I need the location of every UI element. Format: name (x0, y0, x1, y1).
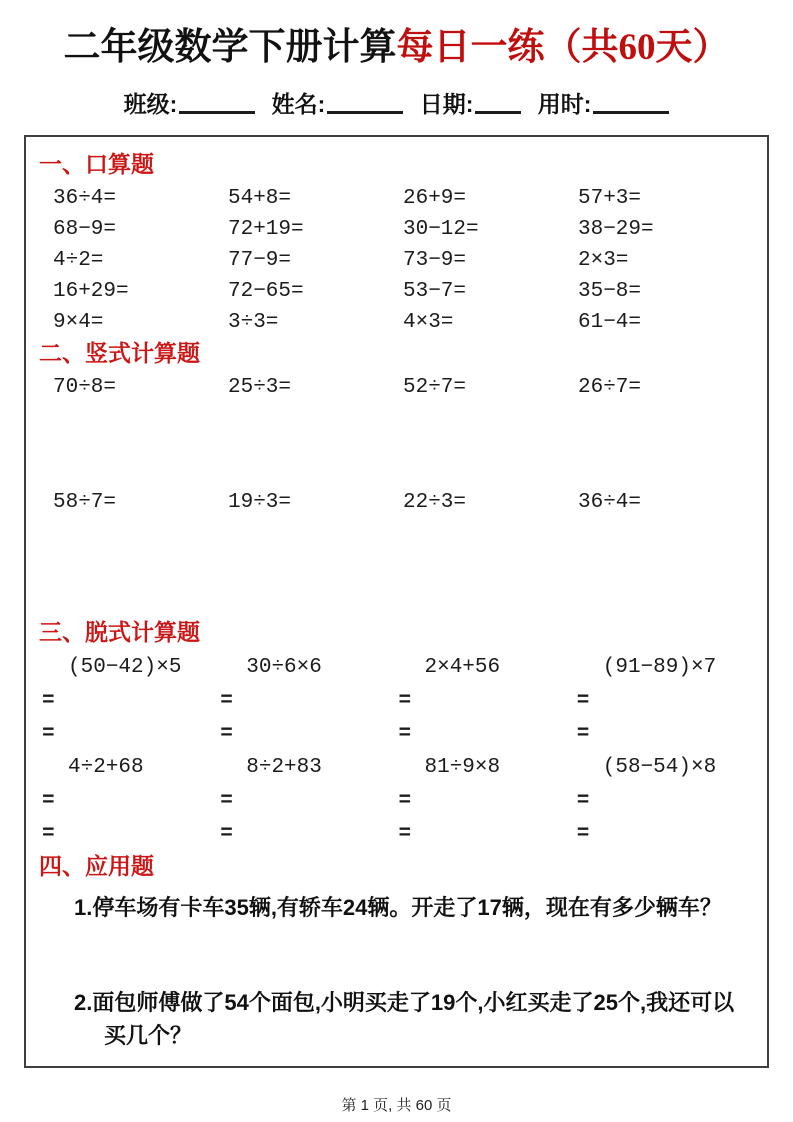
math-problem: 77−9= (228, 249, 292, 272)
stepwise-problem (575, 751, 753, 851)
math-problem: 26÷7= (578, 376, 642, 399)
vertical-problems-row1 (26, 372, 767, 403)
stepwise-problem (218, 651, 396, 751)
equals-line: = (220, 690, 233, 713)
stepwise-group1 (26, 651, 767, 751)
expression: (91−89)×7 (602, 656, 717, 679)
stepwise-problem (397, 751, 575, 851)
section-heading-oral: 一、口算题 (39, 152, 154, 177)
fill-in-blank (475, 111, 521, 114)
working-space (26, 518, 767, 617)
expression: 4÷2+68 (68, 756, 144, 779)
math-problem: 16+29= (53, 280, 129, 303)
math-problem: 38−29= (578, 218, 654, 241)
equals-line: = (220, 723, 233, 746)
math-problem: 57+3= (578, 187, 642, 210)
math-problem: 73−9= (403, 249, 467, 272)
math-problem: 22÷3= (403, 491, 467, 514)
info-field-label: 班级: (123, 91, 178, 117)
fill-in-blank (327, 111, 403, 114)
math-problem: 52÷7= (403, 376, 467, 399)
equals-line: = (220, 823, 233, 846)
math-problem: 35−8= (578, 280, 642, 303)
math-problem: 3÷3= (228, 311, 279, 334)
fill-in-blank (593, 111, 669, 114)
math-problem: 53−7= (403, 280, 467, 303)
math-problem: 61−4= (578, 311, 642, 334)
page-title-black: 二年级数学下册计算 (63, 27, 397, 68)
math-problem: 72−65= (228, 280, 304, 303)
vertical-problems-row2 (26, 487, 767, 518)
page-title (0, 0, 793, 70)
info-field-label: 日期: (419, 91, 474, 117)
stepwise-problem (575, 651, 753, 751)
section-heading-vertical: 二、竖式计算题 (39, 341, 200, 366)
equals-line: = (398, 723, 412, 746)
math-problem: 4×3= (403, 311, 454, 334)
stepwise-problem (218, 751, 396, 851)
word-problem-2: 2.面包师傅做了54个面包,小明买走了19个,小红买走了25个,我还可以买几个？ (74, 990, 735, 1048)
student-info-line (0, 86, 793, 119)
math-problem: 2×3= (578, 249, 629, 272)
expression: 30÷6×6 (246, 656, 322, 679)
math-problem: 68−9= (53, 218, 117, 241)
expression: (50−42)×5 (68, 656, 182, 679)
math-problem: 70÷8= (53, 376, 117, 399)
expression: 81÷9×8 (424, 756, 501, 779)
expression: 8÷2+83 (246, 756, 322, 779)
math-problem: 72+19= (228, 218, 304, 241)
equals-line: = (220, 790, 233, 813)
equals-line: = (42, 723, 55, 746)
math-problem: 36÷4= (53, 187, 117, 210)
info-field (272, 91, 404, 117)
math-problem: 25÷3= (228, 376, 292, 399)
math-problem: 19÷3= (228, 491, 292, 514)
info-field-label: 用时: (537, 91, 592, 117)
oral-problems-grid (26, 183, 767, 338)
section-heading-word: 四、应用题 (39, 854, 154, 879)
info-field (420, 91, 522, 117)
math-problem: 9×4= (53, 311, 104, 334)
stepwise-problem (397, 651, 575, 751)
equals-line: = (398, 823, 412, 846)
word-problem-1: 1.停车场有卡车35辆,有轿车24辆。开走了17辆，现在有多少辆车？ (74, 895, 722, 920)
fill-in-blank (179, 111, 255, 114)
page-number: 第 1 页, 共 60 页 (341, 1097, 452, 1114)
page-title-red: 每日一练（共60天） (396, 27, 730, 68)
info-field (538, 91, 670, 117)
math-problem: 54+8= (228, 187, 292, 210)
info-field (124, 91, 256, 117)
info-field-label: 姓名: (271, 91, 326, 117)
expression: 2×4+56 (424, 656, 501, 679)
equals-line: = (42, 790, 55, 813)
equals-line: = (398, 790, 412, 813)
working-space (26, 403, 767, 487)
expression: (58−54)×8 (602, 756, 717, 779)
stepwise-problem (40, 751, 218, 851)
section-heading-stepwise: 三、脱式计算题 (39, 620, 200, 645)
equals-line: = (576, 823, 590, 846)
equals-line: = (576, 790, 590, 813)
math-problem: 4÷2= (53, 249, 104, 272)
math-problem: 58÷7= (53, 491, 117, 514)
equals-line: = (576, 723, 590, 746)
equals-line: = (42, 823, 55, 846)
equals-line: = (576, 690, 590, 713)
worksheet-box (24, 135, 769, 1068)
math-problem: 26+9= (403, 187, 467, 210)
stepwise-group2 (26, 751, 767, 851)
stepwise-problem (40, 651, 218, 751)
equals-line: = (398, 690, 412, 713)
math-problem: 36÷4= (578, 491, 642, 514)
math-problem: 30−12= (403, 218, 479, 241)
equals-line: = (42, 690, 55, 713)
